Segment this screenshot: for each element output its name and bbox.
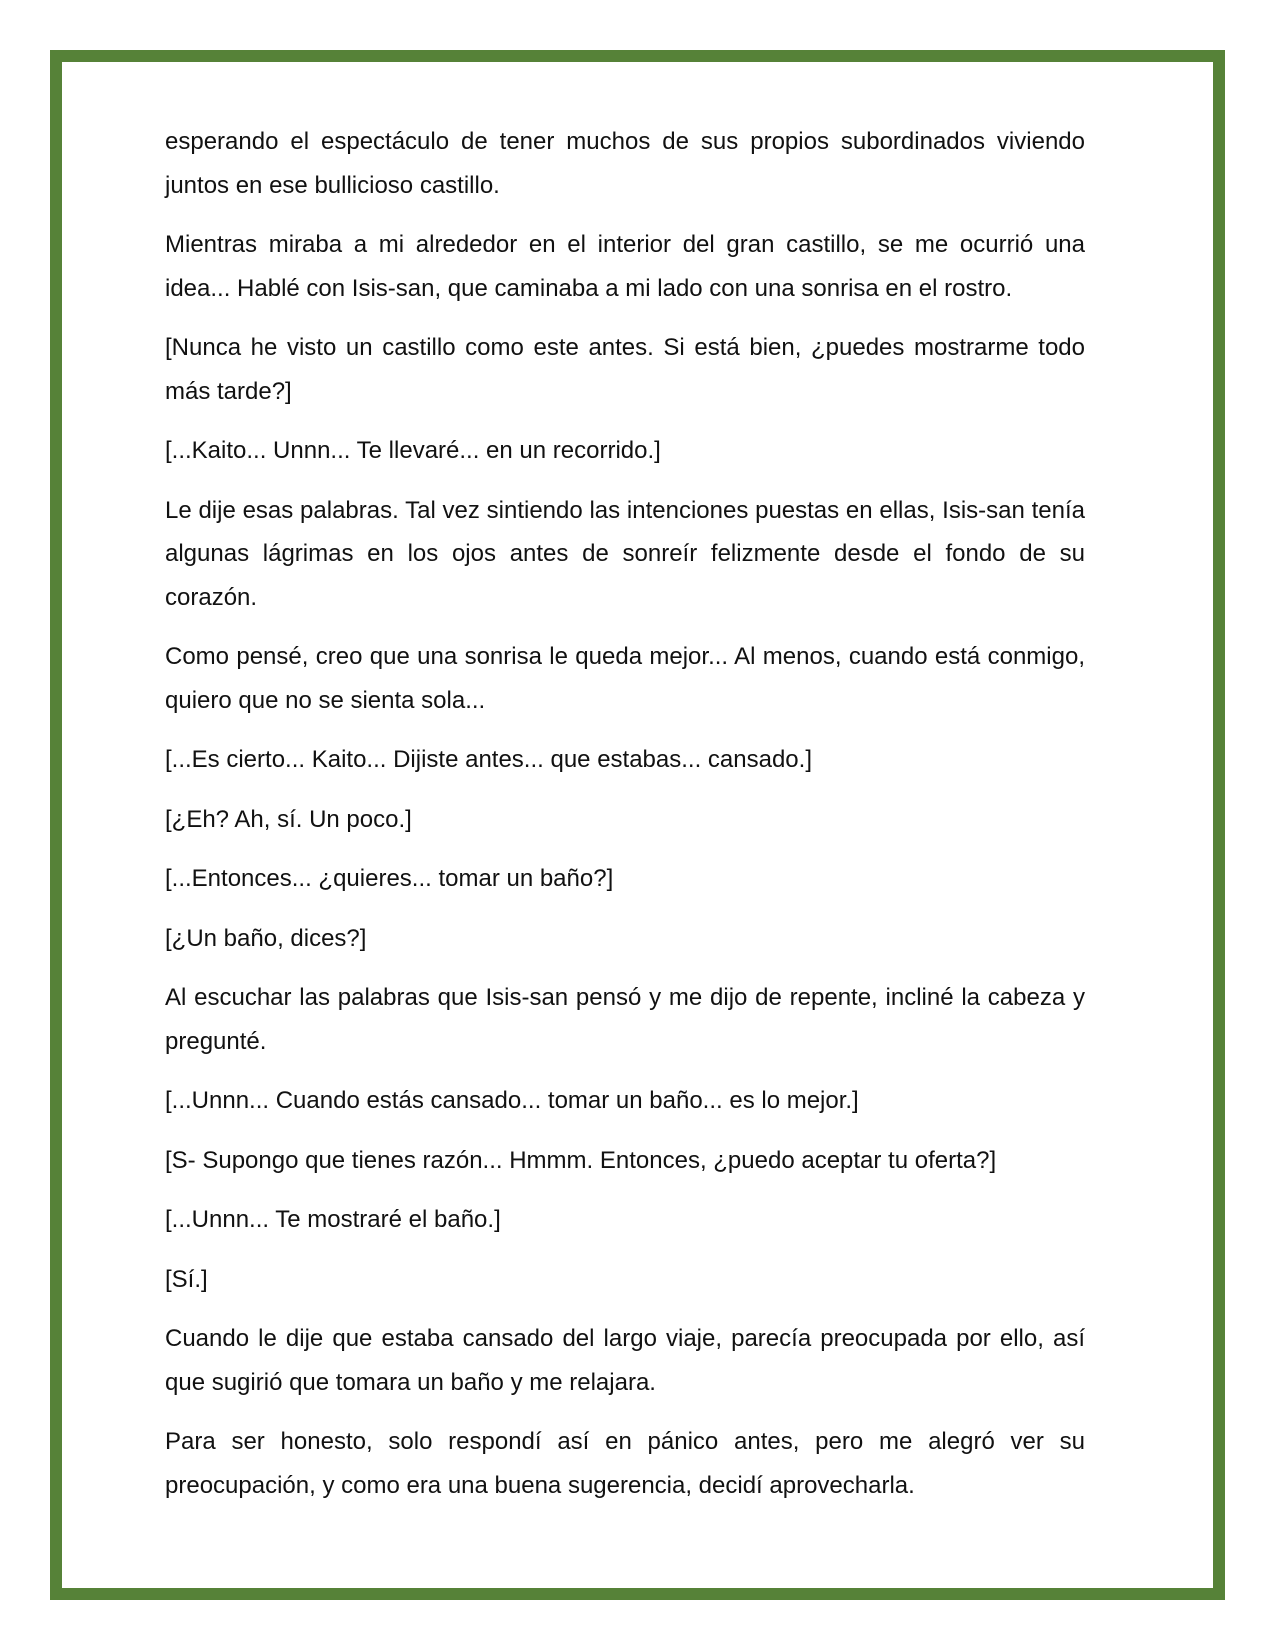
paragraph: [Sí.]	[165, 1265, 208, 1293]
paragraph: [Nunca he visto un castillo como este antes. Si está bien, ¿puedes mostrarme todo más tarde?]	[165, 334, 1085, 405]
paragraph: Como pensé, creo que una sonrisa le queda mejor... Al menos, cuando está conmigo, quiero que no se sienta sola...	[165, 643, 1085, 714]
paragraph: [...Unnn... Cuando estás cansado... tomar un baño... es lo mejor.]	[165, 1087, 859, 1114]
paragraph: Cuando le dije que estaba cansado del largo viaje, parecía preocupada por ello, así que sugirió que tomara un baño y me relajara.	[165, 1325, 1085, 1396]
paragraph: [¿Eh? Ah, sí. Un poco.]	[165, 805, 412, 833]
paragraph: [¿Un baño, dices?]	[165, 924, 367, 952]
paragraph: [...Kaito... Unnn... Te llevaré... en un recorrido.]	[165, 437, 661, 464]
paragraph: esperando el espectáculo de tener muchos de sus propios subordinados viviendo juntos en ese bullicioso castillo.	[165, 128, 1085, 199]
paragraph: Mientras miraba a mi alrededor en el interior del gran castillo, se me ocurrió una idea... Hablé con Isis-san, que caminaba a mi lado con una sonrisa en el rostro.	[165, 231, 1085, 302]
paragraph: [...Unnn... Te mostraré el baño.]	[165, 1206, 501, 1233]
paragraph: [S- Supongo que tienes razón... Hmmm. Entonces, ¿puedo aceptar tu oferta?]	[165, 1146, 997, 1174]
paragraph: Para ser honesto, solo respondí así en pánico antes, pero me alegró ver su preocupación, y como era una buena sugerencia, decidí aprovecharla.	[165, 1428, 1085, 1499]
paragraph: Al escuchar las palabras que Isis-san pensó y me dijo de repente, incliné la cabeza y pregunté.	[165, 984, 1085, 1055]
paragraph: [...Entonces... ¿quieres... tomar un baño?]	[165, 865, 614, 892]
paragraph: [...Es cierto... Kaito... Dijiste antes... que estabas... cansado.]	[165, 746, 812, 773]
paragraph: Le dije esas palabras. Tal vez sintiendo las intenciones puestas en ellas, Isis-san tenía algunas lágrimas en los ojos antes de sonreír felizmente desde el fondo de su corazón.	[165, 496, 1085, 611]
document-body	[165, 120, 1085, 1523]
